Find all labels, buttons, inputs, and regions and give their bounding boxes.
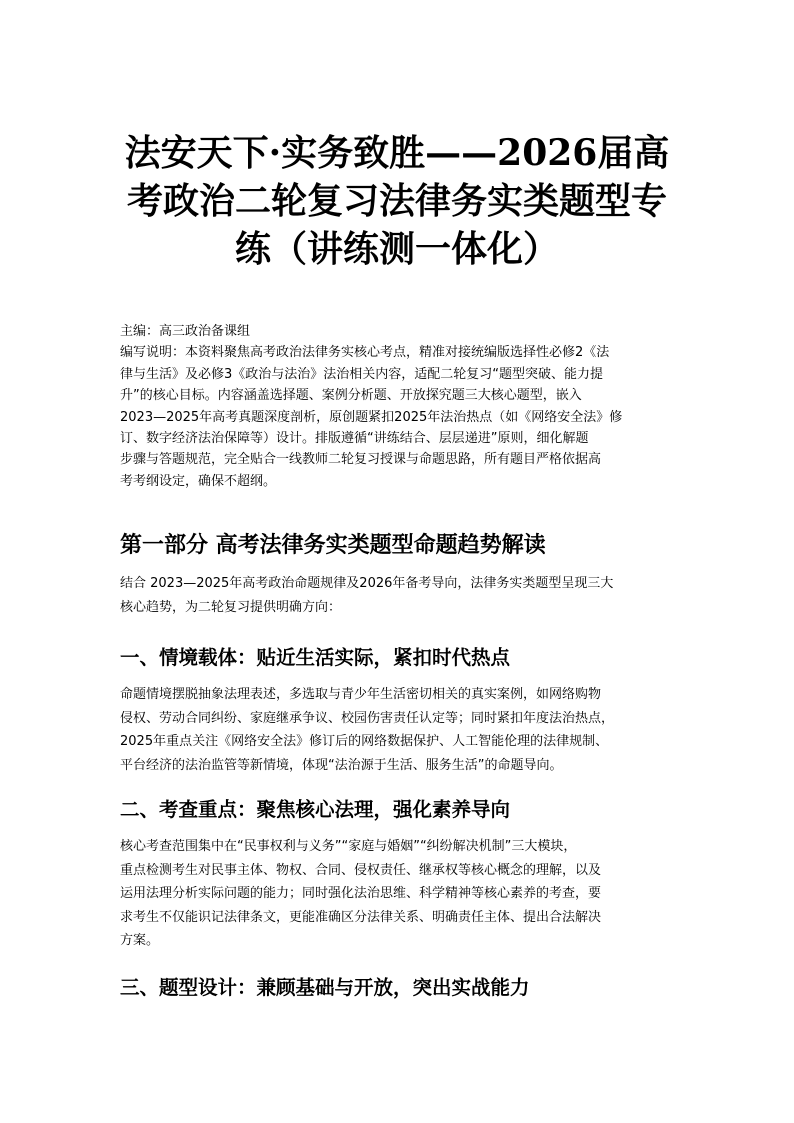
document-title	[100, 129, 694, 273]
section-1-paragraph	[120, 683, 700, 777]
paragraph-line: 核心考查范围集中在“民事权利与义务”“家庭与婚姻”“纠纷解决机制”三大模块，	[120, 839, 577, 854]
paragraph-line: 侵权、劳动合同纠纷、家庭继承争议、校园伤害责任认定等；同时紧扣年度法治热点，	[120, 710, 615, 726]
part-one-heading: 第一部分 高考法律务实类题型命题趋势解读	[120, 532, 546, 558]
description-line: 律与生活》及必修3《政治与法治》法治相关内容，适配二轮复习“题型突破、能力提	[120, 366, 604, 382]
editor-notes	[120, 321, 700, 492]
paragraph-line: 命题情境摆脱抽象法理表述，多选取与青少年生活密切相关的真实案例，如网络购物	[120, 687, 602, 702]
paragraph-line: 求考生不仅能识记法律条文，更能准确区分法律关系、明确责任主体、提出合法解决	[120, 909, 602, 925]
paragraph-line: 运用法理分析实际问题的能力；同时强化法治思维、科学精神等核心素养的考查，要	[120, 886, 602, 902]
title-line: 法安天下·实务致胜——2026届高	[124, 132, 670, 174]
paragraph-line: 结合 2023—2025年高考政治命题规律及2026年备考导向，法律务实类题型呈现三大	[120, 576, 614, 591]
description-line: 2023—2025年高考真题深度剖析，原创题紧扣2025年法治热点（如《网络安全法》修	[120, 409, 623, 425]
part-one-intro	[120, 572, 700, 619]
section-heading-1: 一、情境载体：贴近生活实际，紧扣时代热点	[120, 646, 511, 669]
description-line: 步骤与答题规范，完全贴合一线教师二轮复习授课与命题思路，所有题目严格依据高	[120, 452, 602, 468]
description-line: 考考纲设定，确保不超纲。	[120, 473, 277, 489]
paragraph-line: 平台经济的法治监管等新情境，体现“法治源于生活、服务生活”的命题导向。	[120, 757, 563, 773]
section-heading-3: 三、题型设计：兼顾基础与开放，突出实战能力	[120, 976, 530, 999]
description-line: 升”的核心目标。内容涵盖选择题、案例分析题、开放探究题三大核心题型，嵌入	[120, 388, 582, 404]
section-2-paragraph	[120, 835, 700, 953]
title-line: 练（讲练测一体化）	[234, 228, 559, 270]
paragraph-line: 重点检测考生对民事主体、物权、合同、侵权责任、继承权等核心概念的理解，以及	[120, 862, 602, 878]
editor-line: 主编：高三政治备课组	[120, 324, 251, 339]
description-line: 编写说明：本资料聚焦高考政治法律务实核心考点，精准对接统编版选择性必修2《法	[120, 345, 610, 361]
title-line: 考政治二轮复习法律务实类题型专	[126, 180, 667, 222]
paragraph-line: 核心趋势，为二轮复习提供明确方向：	[120, 599, 342, 615]
paragraph-line: 2025年重点关注《网络安全法》修订后的网络数据保护、人工智能伦理的法律规制、	[120, 734, 609, 750]
section-heading-2: 二、考查重点：聚焦核心法理，强化素养导向	[120, 798, 511, 821]
paragraph-line: 方案。	[120, 933, 160, 949]
description-line: 订、数字经济法治保障等）设计。排版遵循“讲练结合、层层递进”原则，细化解题	[120, 431, 589, 447]
